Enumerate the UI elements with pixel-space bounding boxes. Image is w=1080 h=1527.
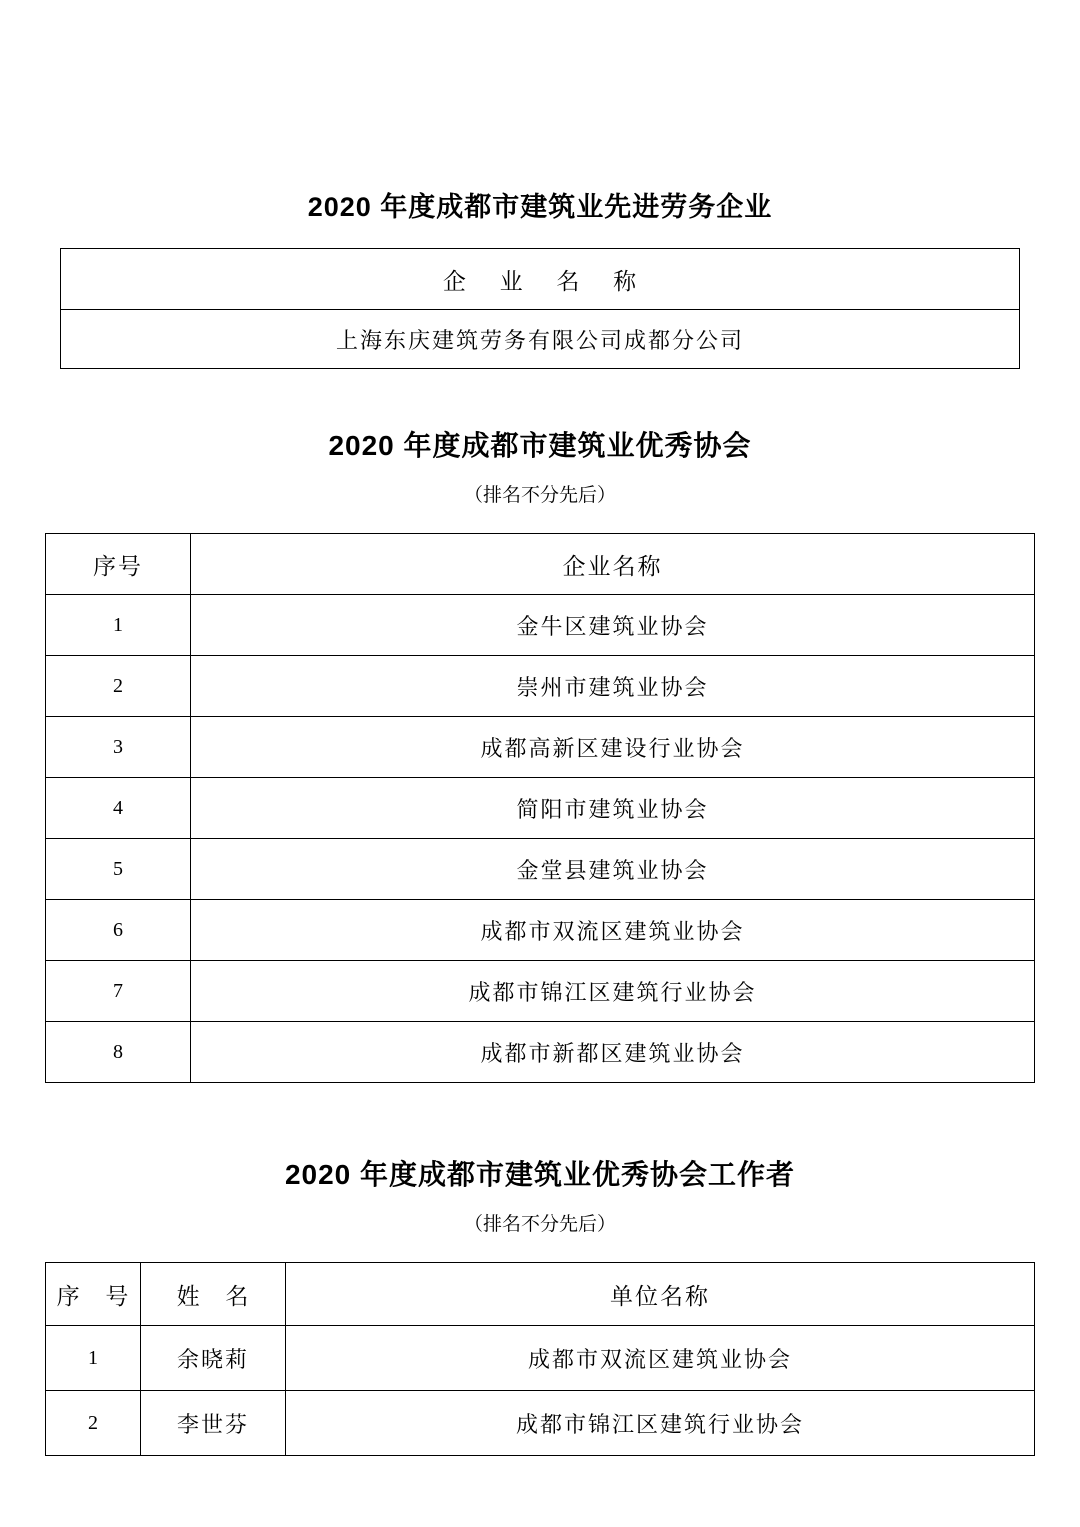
cell-index: 1 — [46, 1326, 141, 1391]
table-row — [46, 839, 1035, 900]
table-row — [46, 1326, 1035, 1391]
column-header-person-name: 姓 名 — [141, 1263, 286, 1326]
table-header-row — [46, 534, 1035, 595]
cell-index: 6 — [46, 900, 191, 961]
cell-enterprise-name: 成都高新区建设行业协会 — [191, 717, 1035, 778]
table-row — [61, 310, 1020, 369]
table-row — [46, 595, 1035, 656]
cell-index: 1 — [46, 595, 191, 656]
column-header-index: 序号 — [46, 534, 191, 595]
table-row — [46, 717, 1035, 778]
cell-enterprise-name: 成都市双流区建筑业协会 — [191, 900, 1035, 961]
column-header-unit-name: 单位名称 — [286, 1263, 1035, 1326]
table-row — [46, 961, 1035, 1022]
section-excellent-association — [0, 369, 1080, 1083]
column-header-company-name: 企 业 名 称 — [61, 249, 1020, 310]
cell-enterprise-name: 崇州市建筑业协会 — [191, 656, 1035, 717]
cell-index: 2 — [46, 1391, 141, 1456]
cell-enterprise-name: 成都市新都区建筑业协会 — [191, 1022, 1035, 1083]
cell-unit-name: 成都市锦江区建筑行业协会 — [286, 1391, 1035, 1456]
table-row — [46, 656, 1035, 717]
section-excellent-association-worker — [0, 1083, 1080, 1456]
cell-unit-name: 成都市双流区建筑业协会 — [286, 1326, 1035, 1391]
cell-enterprise-name: 成都市锦江区建筑行业协会 — [191, 961, 1035, 1022]
section2-title: 2020 年度成都市建筑业优秀协会 — [328, 430, 752, 461]
column-header-index: 序 号 — [46, 1263, 141, 1326]
section-advanced-labor-enterprise — [0, 0, 1080, 369]
cell-enterprise-name: 简阳市建筑业协会 — [191, 778, 1035, 839]
cell-enterprise-name: 金牛区建筑业协会 — [191, 595, 1035, 656]
table-row — [46, 1022, 1035, 1083]
worker-table — [45, 1262, 1035, 1456]
cell-index: 3 — [46, 717, 191, 778]
cell-index: 5 — [46, 839, 191, 900]
column-header-enterprise-name: 企业名称 — [191, 534, 1035, 595]
cell-enterprise-name: 金堂县建筑业协会 — [191, 839, 1035, 900]
cell-index: 7 — [46, 961, 191, 1022]
section1-title: 2020 年度成都市建筑业先进劳务企业 — [307, 192, 773, 222]
company-name-cell: 上海东庆建筑劳务有限公司成都分公司 — [61, 310, 1020, 369]
table-row — [46, 900, 1035, 961]
table-header-row — [61, 249, 1020, 310]
section2-subtitle: （排名不分先后） — [463, 485, 616, 506]
section3-subtitle: （排名不分先后） — [463, 1214, 616, 1235]
cell-person-name: 李世芬 — [141, 1391, 286, 1456]
cell-index: 2 — [46, 656, 191, 717]
section3-title: 2020 年度成都市建筑业优秀协会工作者 — [284, 1159, 796, 1190]
table-row — [46, 1391, 1035, 1456]
company-name-table — [60, 248, 1020, 369]
table-header-row — [46, 1263, 1035, 1326]
cell-person-name: 余晓莉 — [141, 1326, 286, 1391]
cell-index: 8 — [46, 1022, 191, 1083]
cell-index: 4 — [46, 778, 191, 839]
table-row — [46, 778, 1035, 839]
association-table — [45, 533, 1035, 1083]
